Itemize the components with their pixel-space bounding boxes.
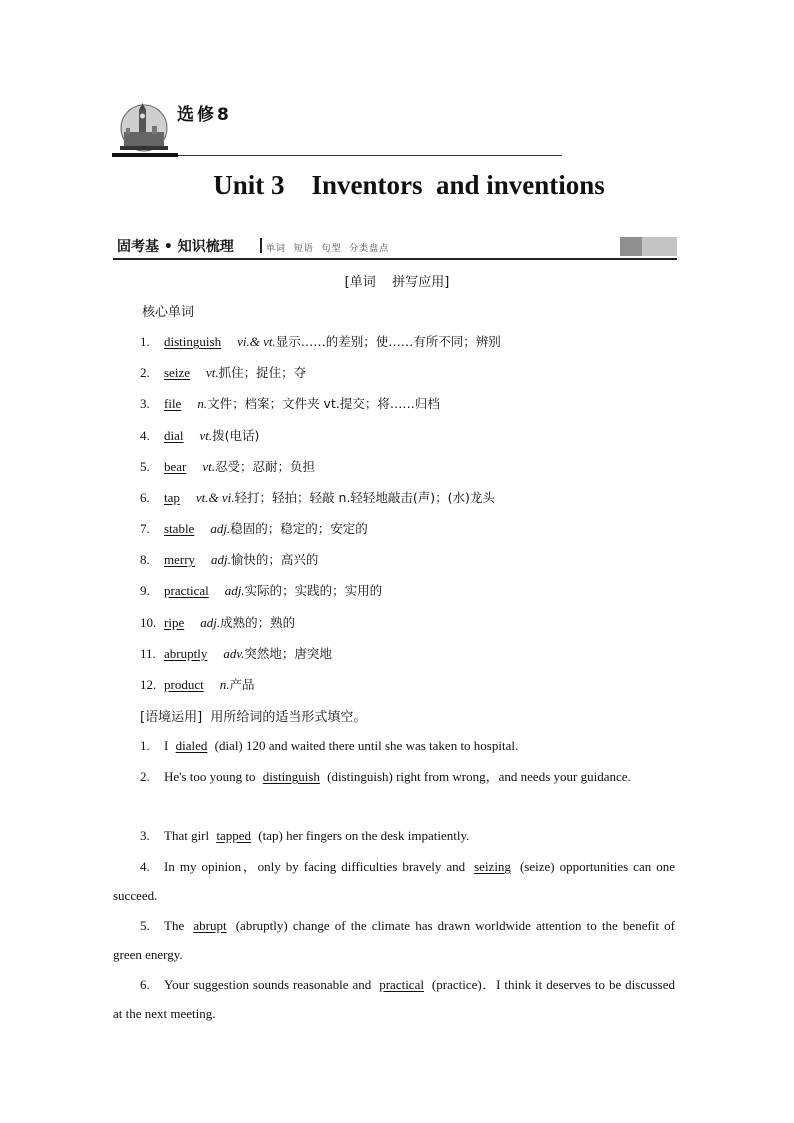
- exercise-number: 4.: [140, 859, 150, 874]
- vocab-meaning: 突然地；唐突地: [244, 646, 332, 661]
- vocab-pos: n.: [219, 677, 230, 692]
- exercise-lead: [113, 859, 164, 874]
- exercise-lead: [113, 977, 164, 992]
- vocab-number: 11.: [140, 646, 156, 661]
- vocab-meaning: 轻打；轻拍；轻敲 n.轻轻地敲击(声)；(水)龙头: [234, 490, 495, 505]
- vocab-answer: tap: [164, 490, 180, 505]
- section-subtitle: 单词 短语 句型 分类盘点: [266, 244, 390, 254]
- vocab-pos: vi.& vt.: [237, 334, 276, 349]
- vocab-meaning: 拨(电话): [212, 428, 260, 443]
- vocab-item: [140, 613, 295, 631]
- exercise-text: (seize) opportunities can one succeed.: [113, 859, 675, 903]
- vocab-item: [140, 675, 254, 693]
- exercise-text: (distinguish) right from wrong，and needs your guidance.: [323, 769, 631, 784]
- vocab-item: [140, 363, 306, 381]
- exercise-answer: practical: [379, 977, 424, 992]
- vocab-meaning: 文件；档案；文件夹 vt.提交；将……归档: [207, 396, 440, 411]
- vocab-answer: product: [164, 677, 204, 692]
- exercise-lead: [113, 918, 164, 933]
- exercise-number: 1.: [140, 738, 150, 753]
- vocab-number: 8.: [140, 552, 150, 567]
- vocab-meaning: 实际的；实践的；实用的: [244, 583, 383, 598]
- exercise-lead: [113, 828, 164, 843]
- vocab-item: [140, 457, 315, 475]
- vocab-meaning: 抓住；捉住；夺: [218, 365, 307, 380]
- exercise-number: 2.: [140, 769, 150, 784]
- vocab-answer: practical: [164, 583, 209, 598]
- vocab-number: 5.: [140, 459, 150, 474]
- subsection-heading: [单词 拼写应用]: [344, 275, 450, 290]
- section-title: 固考基 • 知识梳理: [117, 239, 234, 255]
- exercise-item: [113, 852, 675, 910]
- vocab-item: [140, 394, 440, 412]
- vocab-pos: vt.: [199, 428, 213, 443]
- vocab-number: 4.: [140, 428, 150, 443]
- exercise-number: 6.: [140, 977, 150, 992]
- vocab-meaning: 忍受；忍耐；负担: [215, 459, 316, 474]
- exercise-answer: seizing: [474, 859, 511, 874]
- vocab-answer: dial: [164, 428, 184, 443]
- exercise-item: [113, 911, 675, 969]
- vocab-item: [140, 332, 501, 350]
- header-divider-accent: [112, 153, 178, 157]
- vocab-answer: stable: [164, 521, 195, 536]
- vocab-number: 12.: [140, 677, 157, 692]
- vocab-item: [140, 550, 318, 568]
- exercise-item: [113, 970, 675, 1028]
- exercise-lead: [113, 769, 164, 784]
- vocab-pos: adj.: [210, 521, 231, 536]
- vocab-answer: abruptly: [164, 646, 208, 661]
- vocab-pos: adv.: [223, 646, 245, 661]
- header-divider: [112, 155, 562, 156]
- vocab-pos: adj.: [224, 583, 245, 598]
- exercise-number: 3.: [140, 828, 150, 843]
- vocab-item: [140, 581, 382, 599]
- exercise-text: (practice)．I think it deserves to be discussed at the next meeting.: [113, 977, 675, 1021]
- exercise-item: [113, 821, 675, 850]
- exercise-text: (tap) her fingers on the desk impatiently.: [255, 828, 470, 843]
- vocab-answer: file: [164, 396, 182, 411]
- exercise-text: That girl: [164, 828, 213, 843]
- exercise-text: Your suggestion sounds reasonable and: [164, 977, 376, 992]
- exercise-item: [113, 762, 675, 791]
- unit-title: Unit 3 Inventors and inventions: [213, 170, 605, 200]
- core-words-label: 核心单词: [142, 305, 195, 320]
- vocab-number: 9.: [140, 583, 150, 598]
- vocab-meaning: 成熟的；熟的: [220, 615, 296, 630]
- vocab-answer: distinguish: [164, 334, 222, 349]
- exercise-item: [113, 731, 675, 760]
- vocab-pos: adj.: [200, 615, 221, 630]
- exercise-text: The: [164, 918, 190, 933]
- vocab-pos: vt.: [202, 459, 216, 474]
- big-ben-logo: [118, 102, 170, 152]
- exercise-text: He's too young to: [164, 769, 259, 784]
- exercise-text: In my opinion，only by facing difficulties bravely and: [164, 859, 471, 874]
- vocab-meaning: 愉快的；高兴的: [230, 552, 319, 567]
- vocab-item: [140, 519, 368, 537]
- vocab-pos: vt.: [205, 365, 219, 380]
- exercise-answer: distinguish: [262, 769, 320, 784]
- vocab-pos: vt.& vi.: [195, 490, 235, 505]
- vocab-item: [140, 488, 495, 506]
- vocab-answer: ripe: [164, 615, 185, 630]
- vocab-pos: n.: [197, 396, 208, 411]
- exercise-text: (dial) 120 and waited there until she was taken to hospital.: [211, 738, 519, 753]
- vocab-number: 10.: [140, 615, 157, 630]
- vocab-meaning: 显示……的差别；使……有所不同；辨别: [275, 334, 501, 349]
- exercise-text: (abruptly) change of the climate has drawn worldwide attention to the benefit of green energy.: [113, 918, 675, 962]
- vocab-number: 2.: [140, 365, 150, 380]
- exercise-number: 5.: [140, 918, 150, 933]
- vocab-pos: adj.: [211, 552, 231, 567]
- exercise-text: I: [164, 738, 172, 753]
- book-title: 选修8: [177, 105, 232, 125]
- vocab-number: 6.: [140, 490, 150, 505]
- vocab-meaning: 产品: [229, 677, 255, 692]
- vocab-number: 3.: [140, 396, 150, 411]
- vocab-answer: merry: [164, 552, 196, 567]
- section-separator: [260, 238, 262, 253]
- exercise-answer: abrupt: [193, 918, 227, 933]
- vocab-answer: seize: [164, 365, 190, 380]
- vocab-number: 1.: [140, 334, 150, 349]
- vocab-item: [140, 426, 259, 444]
- vocab-meaning: 稳固的；稳定的；安定的: [230, 521, 368, 536]
- exercise-answer: dialed: [175, 738, 208, 753]
- vocab-answer: bear: [164, 459, 187, 474]
- context-heading: [语境运用] 用所给词的适当形式填空。: [140, 710, 367, 725]
- vocab-item: [140, 644, 332, 662]
- exercise-answer: tapped: [216, 828, 252, 843]
- section-tab-dark: [620, 237, 642, 256]
- vocab-number: 7.: [140, 521, 150, 536]
- exercise-lead: [113, 738, 164, 753]
- section-tab-light: [642, 237, 677, 256]
